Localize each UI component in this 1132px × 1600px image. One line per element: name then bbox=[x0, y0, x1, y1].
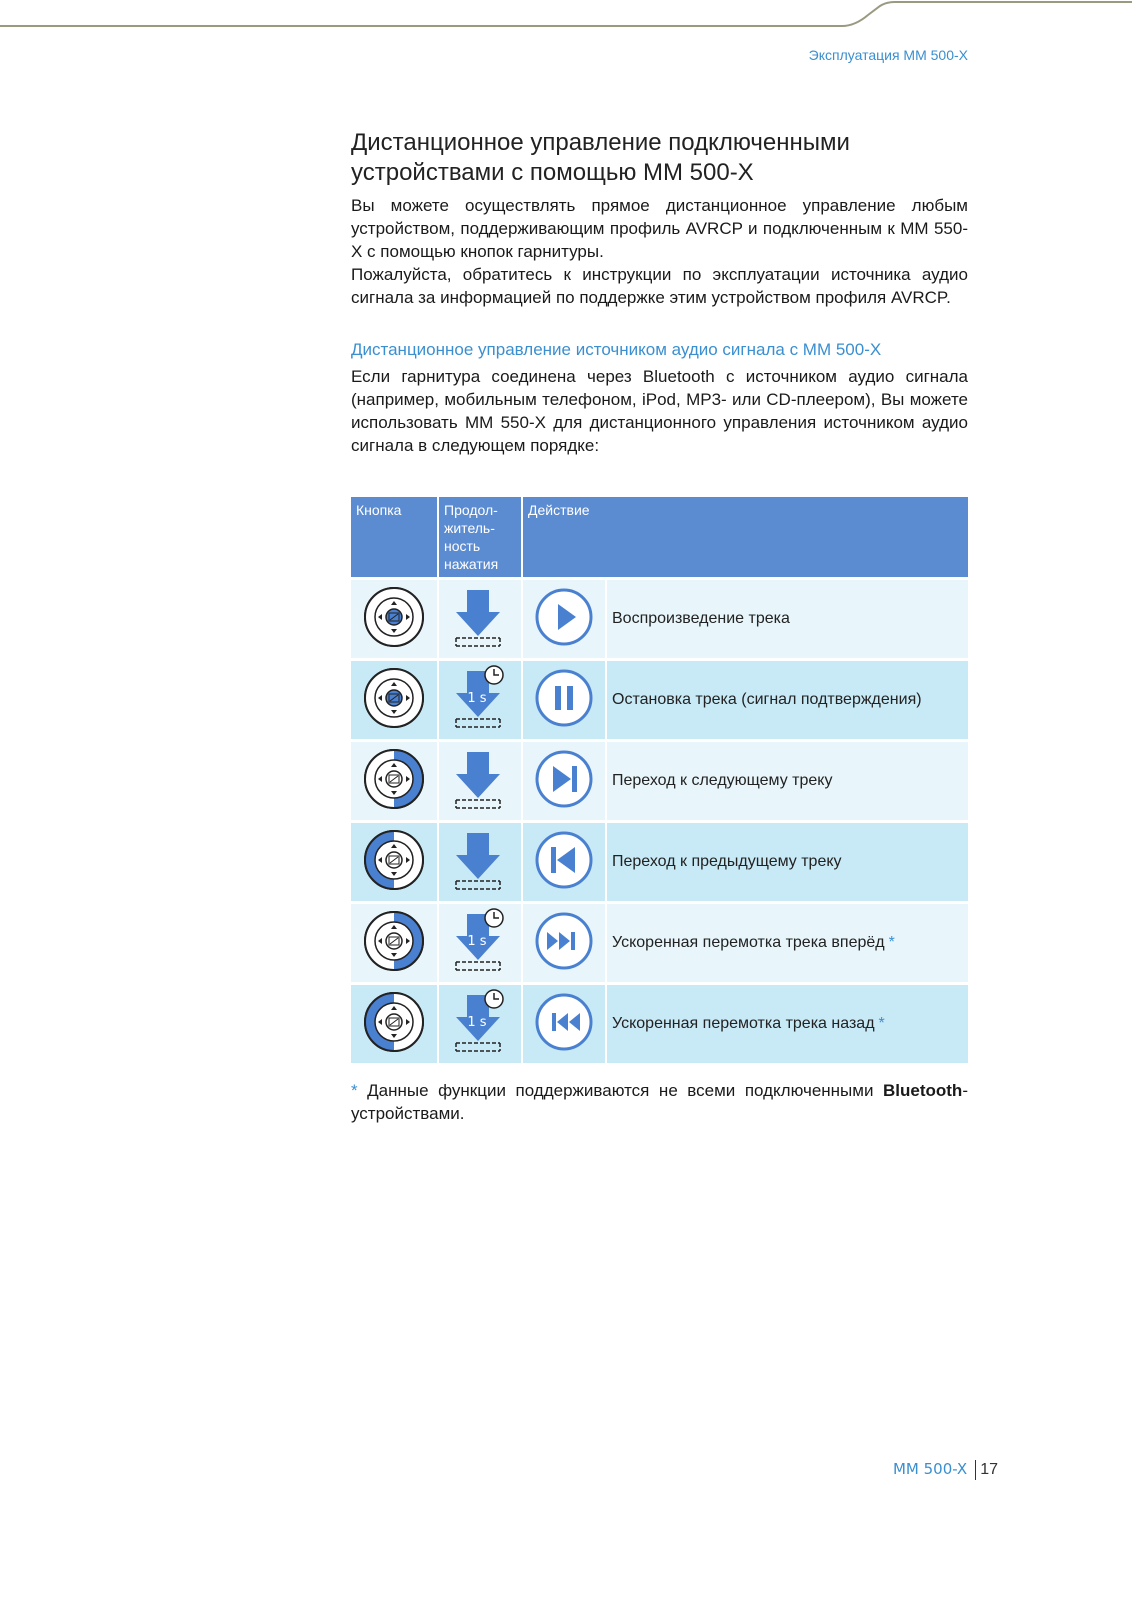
table-row bbox=[351, 658, 968, 739]
table-row bbox=[351, 820, 968, 901]
press-duration-label: 1 s bbox=[467, 934, 487, 949]
controls-table bbox=[351, 497, 968, 1063]
source-paragraph: Пожалуйста, обратитесь к инструкции по эксплуатации источника аудио сигнала за информацией по поддержке этим устройством профиля AVRCP. bbox=[351, 265, 968, 307]
action-description: Остановка трека (сигнал подтверждения) bbox=[607, 658, 968, 739]
rewind-icon bbox=[523, 982, 607, 1063]
page-number: 17 bbox=[980, 1461, 998, 1479]
press-duration-label: 1 s bbox=[467, 691, 487, 706]
headset-button-icon bbox=[351, 820, 439, 901]
column-header-duration: Продол- житель- ность нажатия bbox=[439, 497, 523, 577]
footnote-marker: * bbox=[888, 934, 895, 951]
page-footer bbox=[893, 1460, 998, 1480]
short-press-icon bbox=[439, 820, 523, 901]
page-title: Дистанционное управление подключенными устройствами с помощью MM 500-X bbox=[351, 129, 850, 186]
section bbox=[351, 128, 968, 457]
short-press-icon bbox=[439, 577, 523, 658]
long-press-icon bbox=[439, 901, 523, 982]
header-rule bbox=[0, 0, 1132, 40]
long-press-icon bbox=[439, 658, 523, 739]
table-row bbox=[351, 901, 968, 982]
footer-model: MM 500-X bbox=[892, 1460, 968, 1479]
footnote: * Данные функции поддерживаются не всеми подключенными Bluetooth-устройствами. bbox=[351, 1081, 968, 1123]
intro-paragraph: Вы можете осуществлять прямое дистанционное управление любым устройством, поддерживающим профиль AVRCP и подключенным к MM 550-X с помощью кнопок гарнитуры. bbox=[351, 196, 968, 261]
headset-button-icon bbox=[351, 658, 439, 739]
press-duration-label: 1 s bbox=[467, 1015, 487, 1030]
previous-track-icon bbox=[523, 820, 607, 901]
next-track-icon bbox=[523, 739, 607, 820]
table-row bbox=[351, 739, 968, 820]
column-header-action: Действие bbox=[523, 497, 968, 577]
long-press-icon bbox=[439, 982, 523, 1063]
headset-button-icon bbox=[351, 901, 439, 982]
headset-button-icon bbox=[351, 739, 439, 820]
table-row bbox=[351, 982, 968, 1063]
action-description: Ускоренная перемотка трека назад * bbox=[607, 982, 968, 1063]
play-icon bbox=[523, 577, 607, 658]
short-press-icon bbox=[439, 739, 523, 820]
control-paragraph: Если гарнитура соединена через Bluetooth с источником аудио сигнала (например, мобильным телефоном, iPod, MP3- или CD-плеером), Вы можете использовать MM 550-X для дистанционного управления источником аудио сигнала в следующем порядке: bbox=[351, 367, 968, 455]
action-description: Переход к следующему треку bbox=[607, 739, 968, 820]
footnote-marker: * bbox=[878, 1015, 885, 1032]
table-row bbox=[351, 577, 968, 658]
column-header-button: Кнопка bbox=[351, 497, 439, 577]
fast-forward-icon bbox=[523, 901, 607, 982]
running-header: Эксплуатация MM 500-X bbox=[808, 47, 968, 63]
action-description: Переход к предыдущему треку bbox=[607, 820, 968, 901]
pause-icon bbox=[523, 658, 607, 739]
headset-button-icon bbox=[351, 982, 439, 1063]
headset-button-icon bbox=[351, 577, 439, 658]
action-description: Ускоренная перемотка трека вперёд * bbox=[607, 901, 968, 982]
action-description: Воспроизведение трека bbox=[607, 577, 968, 658]
section-subtitle: Дистанционное управление источником аудио сигнала с MM 500-X bbox=[351, 340, 882, 359]
